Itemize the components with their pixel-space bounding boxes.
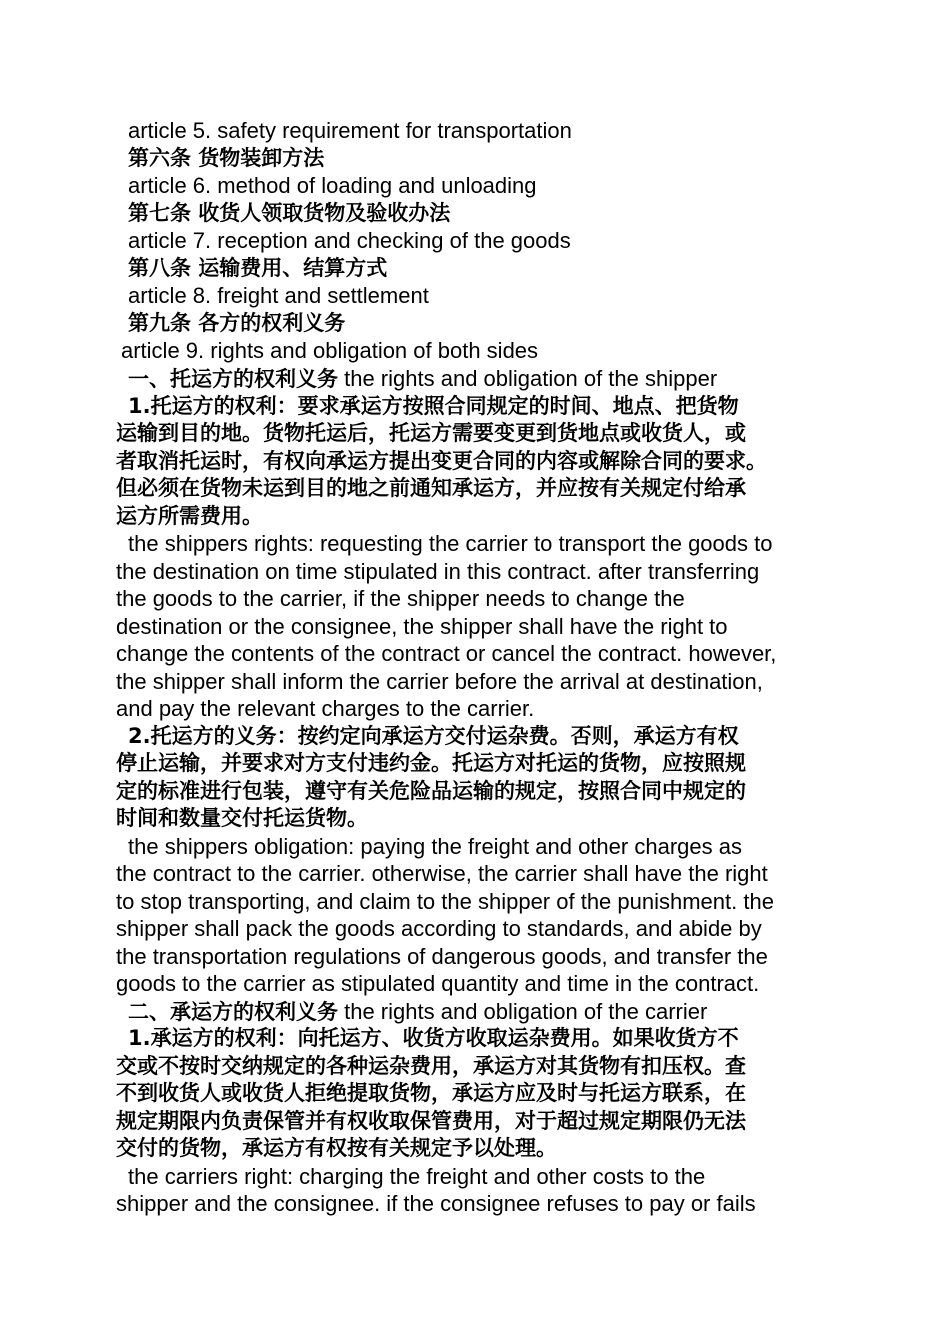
section-1-heading bbox=[128, 365, 717, 394]
article-8-title: article 8. freight and settlement bbox=[128, 283, 429, 308]
p1-cn-line: 但必须在货物未运到目的地之前通知承运方，并应按有关规定付给承 bbox=[116, 476, 746, 500]
p1-en-line: the shipper shall inform the carrier before the arrival at destination, bbox=[116, 669, 763, 694]
article-7-title-cn: 第七条 收货人领取货物及验收办法 bbox=[128, 201, 451, 225]
p1-cn-line: 者取消托运时，有权向承运方提出变更合同的内容或解除合同的要求。 bbox=[116, 449, 767, 473]
article-6-title-cn: 第六条 货物装卸方法 bbox=[128, 146, 325, 170]
p1-en-line: and pay the relevant charges to the carrier. bbox=[116, 696, 535, 721]
p3-cn-line: 不到收货人或收货人拒绝提取货物，承运方应及时与托运方联系，在 bbox=[116, 1081, 746, 1105]
article-5-title: article 5. safety requirement for transportation bbox=[128, 118, 572, 143]
p2-en-line: the shippers obligation: paying the freight and other charges as bbox=[128, 834, 742, 859]
p2-en-line: to stop transporting, and claim to the shipper of the punishment. the bbox=[116, 889, 774, 914]
p2-cn-line: 停止运输，并要求对方支付违约金。托运方对托运的货物，应按照规 bbox=[116, 751, 746, 775]
p1-cn-line: 运输到目的地。货物托运后，托运方需要变更到货地点或收货人，或 bbox=[116, 421, 746, 445]
p3-en-line: shipper and the consignee. if the consignee refuses to pay or fails bbox=[116, 1191, 756, 1216]
p2-en-line: goods to the carrier as stipulated quantity and time in the contract. bbox=[116, 971, 760, 996]
p1-cn-line: 运方所需费用。 bbox=[116, 504, 263, 528]
section-1-heading-cn: 一、托运方的权利义务 bbox=[128, 367, 338, 391]
article-9-title-cn: 第九条 各方的权利义务 bbox=[128, 311, 346, 335]
p1-en-line: change the contents of the contract or cancel the contract. however, bbox=[116, 641, 777, 666]
p2-en-line: shipper shall pack the goods according to standards, and abide by bbox=[116, 916, 762, 941]
p2-cn-line: 时间和数量交付托运货物。 bbox=[116, 806, 368, 830]
p3-cn-line: 规定期限内负责保管并有权收取保管费用，对于超过规定期限仍无法 bbox=[116, 1109, 746, 1133]
section-2-heading-cn: 二、承运方的权利义务 bbox=[128, 1000, 338, 1024]
section-1-heading-en: the rights and obligation of the shipper bbox=[338, 366, 718, 391]
p3-cn-line: 交或不按时交纳规定的各种运杂费用，承运方对其货物有扣压权。查 bbox=[116, 1054, 746, 1078]
p2-en-line: the transportation regulations of dangerous goods, and transfer the bbox=[116, 944, 768, 969]
p2-en-line: the contract to the carrier. otherwise, the carrier shall have the right bbox=[116, 861, 768, 886]
article-9-title: article 9. rights and obligation of both sides bbox=[121, 338, 539, 363]
p1-en-line: the destination on time stipulated in this contract. after transferring bbox=[116, 559, 760, 584]
section-2-heading bbox=[128, 998, 707, 1027]
p1-cn-line: 1.托运方的权利：要求承运方按照合同规定的时间、地点、把货物 bbox=[128, 394, 739, 418]
article-6-title: article 6. method of loading and unloading bbox=[128, 173, 537, 198]
p3-cn-line: 交付的货物，承运方有权按有关规定予以处理。 bbox=[116, 1136, 557, 1160]
section-2-heading-en: the rights and obligation of the carrier bbox=[338, 999, 708, 1024]
p3-cn-line: 1.承运方的权利：向托运方、收货方收取运杂费用。如果收货方不 bbox=[128, 1026, 739, 1050]
p3-en-line: the carriers right: charging the freight and other costs to the bbox=[128, 1164, 706, 1189]
article-8-title-cn: 第八条 运输费用、结算方式 bbox=[128, 256, 388, 280]
article-7-title: article 7. reception and checking of the goods bbox=[128, 228, 571, 253]
p1-en-line: the shippers rights: requesting the carrier to transport the goods to bbox=[128, 531, 773, 556]
p1-en-line: destination or the consignee, the shipper shall have the right to bbox=[116, 614, 728, 639]
p1-en-line: the goods to the carrier, if the shipper needs to change the bbox=[116, 586, 685, 611]
p2-cn-line: 定的标准进行包装，遵守有关危险品运输的规定，按照合同中规定的 bbox=[116, 779, 746, 803]
p2-cn-line: 2.托运方的义务：按约定向承运方交付运杂费。否则，承运方有权 bbox=[128, 724, 739, 748]
